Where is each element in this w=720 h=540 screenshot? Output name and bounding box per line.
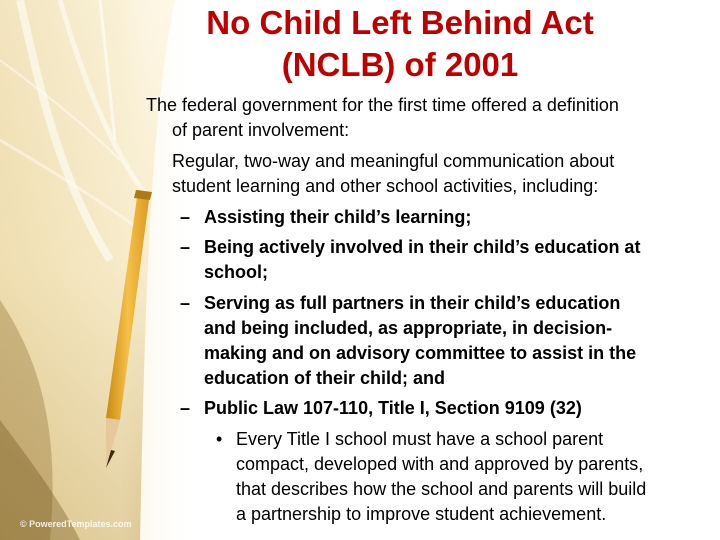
title-line-1: No Child Left Behind Act	[206, 4, 594, 41]
list-item-3-line-1: Serving as full partners in their child’s education	[204, 293, 621, 313]
dash-marker: –	[180, 237, 191, 257]
paragraph-1-line-2: of parent involvement:	[172, 120, 350, 140]
bullet-marker: •	[216, 429, 223, 449]
title-line-2: (NCLB) of 2001	[281, 46, 519, 83]
slide-title	[140, 2, 660, 86]
dash-marker: –	[180, 398, 191, 418]
sub-bullet-line-2: compact, developed with and approved by parents,	[236, 454, 644, 474]
list-item-1: Assisting their child’s learning;	[204, 207, 472, 227]
paragraph-2-line-2: student learning and other school activities, including:	[172, 176, 599, 196]
dash-marker: –	[180, 207, 191, 227]
list-item-2-line-2: school;	[204, 262, 269, 282]
list-item-3-line-4: education of their child; and	[204, 368, 446, 388]
sub-bullet-line-1: Every Title I school must have a school parent	[236, 429, 604, 449]
copyright-text: © PoweredTemplates.com	[20, 519, 132, 529]
list-item-4: Public Law 107-110, Title I, Section 9109 (32)	[204, 398, 582, 418]
list-item-3-line-3: making and on advisory committee to assist in the	[204, 343, 637, 363]
paragraph-1-line-1: The federal government for the first time offered a definition	[146, 95, 619, 115]
sub-bullet-line-3: that describes how the school and parents will build	[236, 479, 647, 499]
list-item-2-line-1: Being actively involved in their child’s education at	[204, 237, 641, 257]
paragraph-2-line-1: Regular, two-way and meaningful communication about	[172, 151, 615, 171]
dash-marker: –	[180, 293, 191, 313]
sub-bullet-line-4: a partnership to improve student achievement.	[236, 504, 607, 524]
list-item-3-line-2: and being included, as appropriate, in decision-	[204, 318, 613, 338]
